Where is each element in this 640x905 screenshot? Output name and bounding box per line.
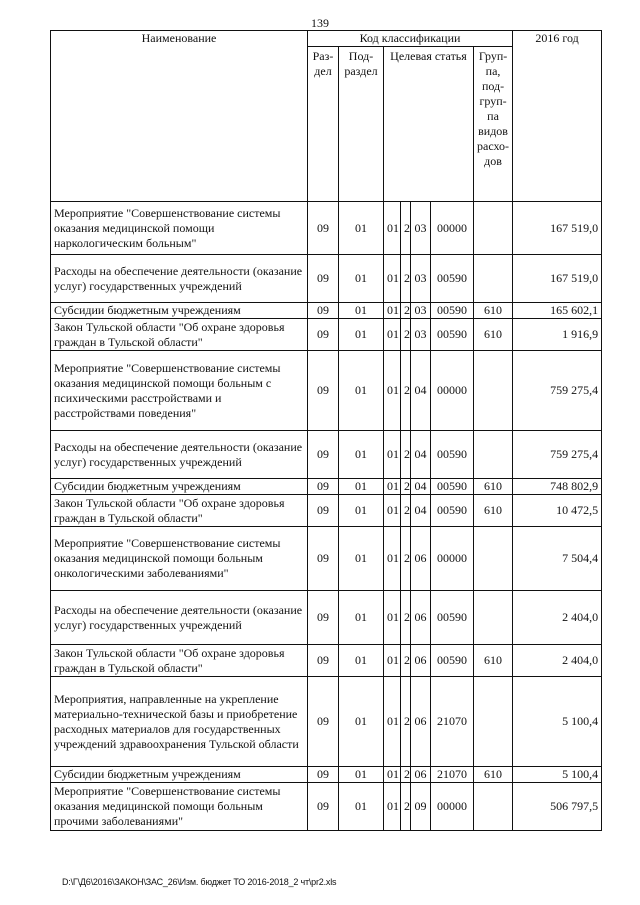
table-row bbox=[51, 351, 602, 431]
row-section: 09 bbox=[308, 591, 339, 645]
row-amount: 165 602,1 bbox=[513, 303, 602, 319]
row-expense-group bbox=[474, 677, 513, 767]
header-expense-group: Груп- па, под- груп- па видов расхо- дов bbox=[474, 47, 513, 202]
row-amount: 2 404,0 bbox=[513, 645, 602, 677]
row-section: 09 bbox=[308, 677, 339, 767]
row-article-program: 01 bbox=[384, 255, 401, 303]
row-article-program: 01 bbox=[384, 767, 401, 783]
row-section: 09 bbox=[308, 431, 339, 479]
row-article-program: 01 bbox=[384, 479, 401, 495]
row-article-direction: 00590 bbox=[431, 479, 474, 495]
row-article-main-event: 04 bbox=[411, 495, 431, 527]
row-section: 09 bbox=[308, 303, 339, 319]
row-expense-group bbox=[474, 527, 513, 591]
row-subsection: 01 bbox=[339, 767, 384, 783]
row-subsection: 01 bbox=[339, 431, 384, 479]
row-article-direction: 00590 bbox=[431, 255, 474, 303]
row-amount: 7 504,4 bbox=[513, 527, 602, 591]
table-row bbox=[51, 431, 602, 479]
row-article-main-event: 06 bbox=[411, 645, 431, 677]
row-section: 09 bbox=[308, 351, 339, 431]
row-section: 09 bbox=[308, 527, 339, 591]
row-article-main-event: 09 bbox=[411, 783, 431, 831]
table-row bbox=[51, 783, 602, 831]
row-article-program: 01 bbox=[384, 319, 401, 351]
row-article-program: 01 bbox=[384, 591, 401, 645]
row-expense-group bbox=[474, 351, 513, 431]
row-article-program: 01 bbox=[384, 495, 401, 527]
row-article-main-event: 03 bbox=[411, 303, 431, 319]
row-subsection: 01 bbox=[339, 591, 384, 645]
row-amount: 748 802,9 bbox=[513, 479, 602, 495]
row-article-main-event: 03 bbox=[411, 255, 431, 303]
row-name: Мероприятие "Совершенствование системы оказания медицинской помощи больным прочими заболеваниями" bbox=[51, 783, 308, 831]
row-article-direction: 00590 bbox=[431, 431, 474, 479]
row-name: Мероприятие "Совершенствование системы оказания медицинской помощи больным онкологическими заболеваниями" bbox=[51, 527, 308, 591]
row-article-type: 2 bbox=[401, 479, 411, 495]
row-subsection: 01 bbox=[339, 783, 384, 831]
row-subsection: 01 bbox=[339, 255, 384, 303]
table-row bbox=[51, 527, 602, 591]
row-amount: 167 519,0 bbox=[513, 255, 602, 303]
table-row bbox=[51, 479, 602, 495]
row-article-main-event: 06 bbox=[411, 767, 431, 783]
row-subsection: 01 bbox=[339, 479, 384, 495]
row-name: Расходы на обеспечение деятельности (оказание услуг) государственных учреждений bbox=[51, 255, 308, 303]
row-amount: 1 916,9 bbox=[513, 319, 602, 351]
row-article-main-event: 06 bbox=[411, 591, 431, 645]
row-name: Мероприятие "Совершенствование системы оказания медицинской помощи больным с психическими расстройствами и расстройствами поведения" bbox=[51, 351, 308, 431]
row-amount: 759 275,4 bbox=[513, 431, 602, 479]
row-name: Закон Тульской области "Об охране здоровья граждан в Тульской области" bbox=[51, 645, 308, 677]
header-subsection: Под- раздел bbox=[339, 47, 384, 202]
table-row bbox=[51, 255, 602, 303]
row-article-program: 01 bbox=[384, 677, 401, 767]
row-article-type: 2 bbox=[401, 319, 411, 351]
table-row bbox=[51, 202, 602, 255]
row-amount: 2 404,0 bbox=[513, 591, 602, 645]
row-article-main-event: 06 bbox=[411, 677, 431, 767]
table-row bbox=[51, 591, 602, 645]
row-article-program: 01 bbox=[384, 527, 401, 591]
row-article-direction: 21070 bbox=[431, 767, 474, 783]
row-section: 09 bbox=[308, 202, 339, 255]
row-subsection: 01 bbox=[339, 527, 384, 591]
row-amount: 759 275,4 bbox=[513, 351, 602, 431]
row-article-main-event: 06 bbox=[411, 527, 431, 591]
row-article-type: 2 bbox=[401, 431, 411, 479]
row-article-type: 2 bbox=[401, 351, 411, 431]
header-classification-code: Код классификации bbox=[308, 31, 513, 47]
row-article-direction: 00000 bbox=[431, 527, 474, 591]
row-amount: 506 797,5 bbox=[513, 783, 602, 831]
row-article-direction: 00590 bbox=[431, 303, 474, 319]
row-article-type: 2 bbox=[401, 527, 411, 591]
row-name: Субсидии бюджетным учреждениям bbox=[51, 303, 308, 319]
row-article-direction: 00000 bbox=[431, 351, 474, 431]
row-section: 09 bbox=[308, 319, 339, 351]
row-section: 09 bbox=[308, 495, 339, 527]
budget-table bbox=[50, 30, 602, 831]
row-name: Расходы на обеспечение деятельности (оказание услуг) государственных учреждений bbox=[51, 431, 308, 479]
table-row bbox=[51, 677, 602, 767]
file-path-footer: D:\Г\Д6\2016\ЗАКОН\ЗАС_26\Изм. бюджет ТО 2016-2018_2 чт\pr2.xls bbox=[62, 877, 337, 887]
row-article-main-event: 03 bbox=[411, 319, 431, 351]
row-expense-group: 610 bbox=[474, 303, 513, 319]
row-article-direction: 00590 bbox=[431, 495, 474, 527]
row-expense-group: 610 bbox=[474, 495, 513, 527]
table-row bbox=[51, 645, 602, 677]
row-expense-group bbox=[474, 202, 513, 255]
row-article-program: 01 bbox=[384, 431, 401, 479]
row-article-program: 01 bbox=[384, 303, 401, 319]
row-subsection: 01 bbox=[339, 319, 384, 351]
row-name: Расходы на обеспечение деятельности (оказание услуг) государственных учреждений bbox=[51, 591, 308, 645]
row-name: Субсидии бюджетным учреждениям bbox=[51, 767, 308, 783]
row-article-type: 2 bbox=[401, 645, 411, 677]
row-expense-group bbox=[474, 591, 513, 645]
row-article-direction: 00590 bbox=[431, 591, 474, 645]
row-article-type: 2 bbox=[401, 783, 411, 831]
header-name: Наименование bbox=[51, 31, 308, 202]
header-target-article: Целевая статья bbox=[384, 47, 474, 202]
row-article-program: 01 bbox=[384, 645, 401, 677]
header-section: Раз- дел bbox=[308, 47, 339, 202]
row-expense-group: 610 bbox=[474, 645, 513, 677]
row-article-direction: 00000 bbox=[431, 202, 474, 255]
row-section: 09 bbox=[308, 645, 339, 677]
row-article-direction: 00590 bbox=[431, 645, 474, 677]
table-row bbox=[51, 495, 602, 527]
row-subsection: 01 bbox=[339, 677, 384, 767]
row-expense-group: 610 bbox=[474, 479, 513, 495]
row-expense-group bbox=[474, 783, 513, 831]
row-subsection: 01 bbox=[339, 303, 384, 319]
row-name: Мероприятия, направленные на укрепление материально-технической базы и приобретение расходных материалов для государственных учреждений здравоохранения Тульской области bbox=[51, 677, 308, 767]
row-article-type: 2 bbox=[401, 591, 411, 645]
row-article-main-event: 04 bbox=[411, 351, 431, 431]
row-article-program: 01 bbox=[384, 783, 401, 831]
row-expense-group bbox=[474, 255, 513, 303]
row-article-program: 01 bbox=[384, 351, 401, 431]
row-section: 09 bbox=[308, 767, 339, 783]
header-year: 2016 год bbox=[513, 31, 602, 202]
row-section: 09 bbox=[308, 479, 339, 495]
row-article-direction: 00000 bbox=[431, 783, 474, 831]
row-article-type: 2 bbox=[401, 495, 411, 527]
row-subsection: 01 bbox=[339, 495, 384, 527]
table-row bbox=[51, 767, 602, 783]
row-article-type: 2 bbox=[401, 767, 411, 783]
row-name: Субсидии бюджетным учреждениям bbox=[51, 479, 308, 495]
row-article-main-event: 04 bbox=[411, 431, 431, 479]
row-name: Закон Тульской области "Об охране здоровья граждан в Тульской области" bbox=[51, 319, 308, 351]
table-row bbox=[51, 303, 602, 319]
page-number: 139 bbox=[311, 16, 329, 30]
row-amount: 10 472,5 bbox=[513, 495, 602, 527]
row-amount: 5 100,4 bbox=[513, 677, 602, 767]
row-article-type: 2 bbox=[401, 303, 411, 319]
row-article-main-event: 03 bbox=[411, 202, 431, 255]
row-article-type: 2 bbox=[401, 202, 411, 255]
row-amount: 5 100,4 bbox=[513, 767, 602, 783]
row-article-direction: 21070 bbox=[431, 677, 474, 767]
row-article-type: 2 bbox=[401, 255, 411, 303]
row-section: 09 bbox=[308, 255, 339, 303]
row-article-program: 01 bbox=[384, 202, 401, 255]
row-amount: 167 519,0 bbox=[513, 202, 602, 255]
row-section: 09 bbox=[308, 783, 339, 831]
row-name: Закон Тульской области "Об охране здоровья граждан в Тульской области" bbox=[51, 495, 308, 527]
table-row bbox=[51, 319, 602, 351]
row-subsection: 01 bbox=[339, 351, 384, 431]
row-article-type: 2 bbox=[401, 677, 411, 767]
row-expense-group: 610 bbox=[474, 319, 513, 351]
row-name: Мероприятие "Совершенствование системы оказания медицинской помощи наркологическим больным" bbox=[51, 202, 308, 255]
row-subsection: 01 bbox=[339, 645, 384, 677]
row-subsection: 01 bbox=[339, 202, 384, 255]
row-expense-group bbox=[474, 431, 513, 479]
row-expense-group: 610 bbox=[474, 767, 513, 783]
row-article-direction: 00590 bbox=[431, 319, 474, 351]
row-article-main-event: 04 bbox=[411, 479, 431, 495]
